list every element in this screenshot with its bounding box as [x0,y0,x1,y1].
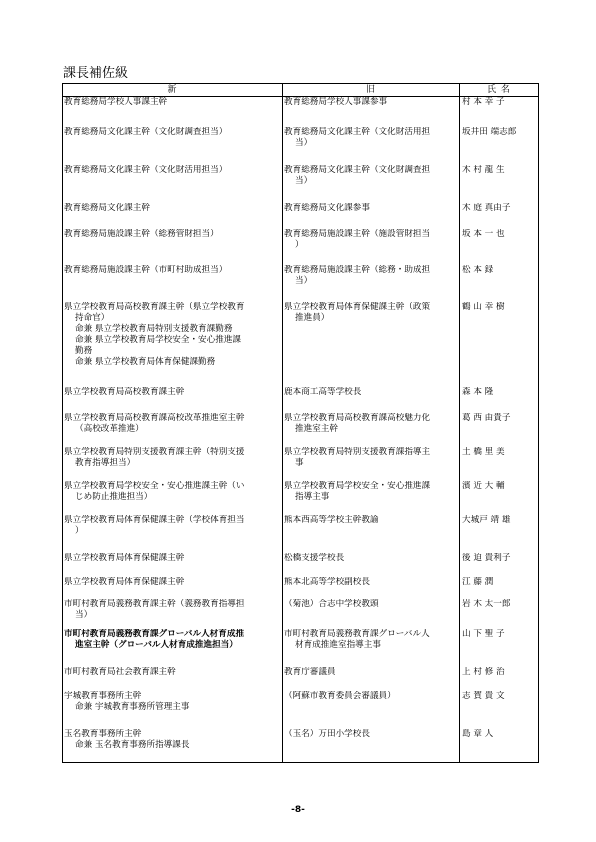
name-cell [460,629,539,667]
old-position-cell [283,599,460,629]
old-position-line: （阿蘇市教育委員会審議員） [284,690,396,701]
old-position-line: 熊本西高等学校主幹教諭 [284,514,379,525]
old-position-line: 当） [295,275,313,286]
person-name: 坂 本 一 也 [462,228,505,239]
new-position-line: 市町村教育局義務教育課主幹（義務教育指導担 [64,598,245,609]
old-position-cell [283,553,460,577]
name-cell [460,515,539,553]
new-position-line: 教育総務局学校人事課主幹 [64,97,168,107]
old-position-line: 推進室主幹 [295,423,338,434]
new-position-cell [63,387,283,413]
person-name: 木 庭 真由子 [462,202,511,213]
table-row [63,629,539,667]
person-name: 村 本 幸 子 [462,97,505,107]
name-cell [460,265,539,302]
name-cell [460,481,539,515]
old-position-cell [283,203,460,229]
table-row [63,599,539,629]
name-cell [460,667,539,691]
person-name: 松 本 録 [462,264,494,275]
old-position-line: 熊本北高等学校副校長 [284,576,370,587]
name-cell [460,127,539,165]
old-position-cell [283,302,460,387]
old-position-line: 当） [295,137,313,148]
old-position-line: 指導主事 [295,491,330,502]
new-position-line: 持命官） [75,312,110,323]
old-position-line: 教育総務局施設課主幹（施設管財担当 [284,228,431,239]
old-position-cell [283,165,460,203]
new-position-line: 勤務 [75,345,93,356]
header-new: 新 [63,84,283,97]
new-position-line: 教育総務局文化課主幹（文化財調査担当） [64,126,228,137]
new-position-line: 県立学校教育局学校安全・安心推進課主幹（い [64,480,245,491]
new-position-cell [63,599,283,629]
old-position-line: 松橋支援学校長 [284,552,345,563]
name-cell [460,387,539,413]
old-position-line: （玉名）万田小学校長 [284,728,370,739]
name-cell [460,302,539,387]
name-cell [460,203,539,229]
new-position-cell [63,165,283,203]
new-position-line: 県立学校教育局高校教育課高校改革推進室主幹 [64,412,245,423]
new-position-line: 当） [75,609,93,620]
old-position-line: 教育総務局施設課主幹（総務・助成担 [284,264,431,275]
table-row [63,229,539,265]
old-position-line: 教育総務局文化課主幹（文化財調査担 [284,164,431,175]
new-position-line: 市町村教育局義務教育課グローバル人材育成推 [64,628,245,639]
new-position-line: （高校改革推進） [75,423,144,434]
header-name: 氏 名 [460,84,539,97]
person-name: 坂井田 端志郎 [462,126,517,137]
old-position-cell [283,387,460,413]
new-position-line: 宇城教育事務所主幹 [64,690,142,701]
person-name: 山 下 聖 子 [462,628,505,639]
old-position-line: 教育総務局文化課参事 [284,202,370,213]
new-position-line: じめ防止推進担当） [75,491,153,502]
new-position-line: 県立学校教育局体育保健課主幹 [64,576,185,587]
table-row [63,302,539,387]
new-position-cell [63,203,283,229]
new-position-line: 命兼 県立学校教育局体育保健課勤務 [75,356,216,367]
name-cell [460,165,539,203]
old-position-line: 県立学校教育局体育保健課主幹（政策 [284,301,431,312]
new-position-cell [63,481,283,515]
person-name: 後 迫 貴利子 [462,552,511,563]
person-name: 上 村 修 治 [462,666,505,677]
new-position-line: 命兼 県立学校教育局学校安全・安心推進課 [75,334,242,345]
new-position-cell [63,515,283,553]
new-position-line: 教育総務局施設課主幹（市町村助成担当） [64,264,228,275]
table-row [63,127,539,165]
new-position-cell [63,691,283,729]
new-position-cell [63,553,283,577]
new-position-cell [63,302,283,387]
person-name: 土 橋 里 美 [462,446,505,457]
table-row [63,577,539,599]
new-position-line: 教育総務局文化課主幹（文化財活用担当） [64,164,228,175]
table-row [63,165,539,203]
new-position-line: 県立学校教育局高校教育課主幹（県立学校教育 [64,301,245,312]
new-position-line: 玉名教育事務所主幹 [64,728,142,739]
name-cell [460,447,539,481]
old-position-line: 教育総務局文化課主幹（文化財活用担 [284,126,431,137]
name-cell [460,729,539,763]
new-position-line: 県立学校教育局体育保健課主幹 [64,552,185,563]
person-name: 森 本 隆 [462,386,494,397]
new-position-line: ） [75,525,84,536]
old-position-line: 事 [295,457,304,468]
new-position-cell [63,729,283,763]
old-position-cell [283,265,460,302]
old-position-cell [283,127,460,165]
section-title: 課長補佐級 [63,66,129,81]
old-position-cell [283,413,460,447]
old-position-cell [283,629,460,667]
old-position-cell [283,447,460,481]
table-row [63,447,539,481]
person-name: 濱 近 大 輔 [462,480,505,491]
name-cell [460,97,539,127]
new-position-cell [63,667,283,691]
old-position-line: ） [295,239,304,250]
table-row [63,413,539,447]
table-row [63,691,539,729]
old-position-line: 材育成推進室指導主事 [295,639,381,650]
person-name: 木 村 龍 生 [462,164,505,175]
name-cell [460,577,539,599]
old-position-cell [283,729,460,763]
old-position-cell [283,515,460,553]
old-position-cell [283,229,460,265]
page-number: -8- [291,805,305,815]
new-position-cell [63,577,283,599]
person-name: 鶴 山 幸 樹 [462,301,505,312]
name-cell [460,553,539,577]
name-cell [460,691,539,729]
old-position-line: 鹿本商工高等学校長 [284,386,362,397]
old-position-line: 推進員） [295,312,330,323]
name-cell [460,599,539,629]
new-position-cell [63,127,283,165]
old-position-line: 県立学校教育局特別支援教育課指導主 [284,446,431,457]
old-position-line: （菊池）合志中学校教頭 [284,598,379,609]
old-position-line: 県立学校教育局学校安全・安心推進課 [284,480,431,491]
new-position-line: 県立学校教育局高校教育課主幹 [64,386,185,397]
new-position-cell [63,265,283,302]
new-position-line: 県立学校教育局特別支援教育課主幹（特別支援 [64,446,245,457]
old-position-cell [283,691,460,729]
table-row [63,203,539,229]
old-position-cell [283,667,460,691]
old-position-cell [283,577,460,599]
old-position-line: 市町村教育局義務教育課グローバル人 [284,628,430,639]
old-position-line: 教育総務局学校人事課参事 [284,97,388,107]
table-row [63,515,539,553]
person-name: 志 賀 貴 文 [462,690,505,701]
new-position-line: 県立学校教育局体育保健課主幹（学校体育担当 [64,514,245,525]
new-position-cell [63,413,283,447]
table-row [63,729,539,763]
old-position-line: 教育庁審議員 [284,666,336,677]
person-name: 葛 西 由貴子 [462,412,511,423]
new-position-cell [63,97,283,127]
old-position-line: 当） [295,175,313,186]
header-old: 旧 [283,84,460,97]
name-cell [460,229,539,265]
person-name: 江 藤 潤 [462,576,494,587]
new-position-cell [63,229,283,265]
person-name: 大城戸 靖 雄 [462,514,511,525]
new-position-cell [63,447,283,481]
old-position-cell [283,97,460,127]
table-body [63,97,539,763]
table-row [63,481,539,515]
table-header-row [63,84,539,97]
table-row [63,387,539,413]
new-position-line: 市町村教育局社会教育課主幹 [64,666,176,677]
person-name: 岩 木 太一郎 [462,598,511,609]
name-cell [460,413,539,447]
table-row [63,553,539,577]
new-position-line: 命兼 宇城教育事務所管理主事 [75,701,190,712]
table-row [63,265,539,302]
new-position-cell [63,629,283,667]
person-name: 島 章 人 [462,728,494,739]
new-position-line: 教育総務局文化課主幹 [64,202,150,213]
new-position-line: 命兼 県立学校教育局特別支援教育課勤務 [75,323,233,334]
new-position-line: 教育指導担当） [75,457,136,468]
old-position-line: 県立学校教育局高校教育課高校魅力化 [284,412,431,423]
new-position-line: 命兼 玉名教育事務所指導課長 [75,739,190,750]
table-row [63,97,539,127]
new-position-line: 進室主幹（グローバル人材育成推進担当） [75,639,238,650]
personnel-table [62,83,539,763]
old-position-cell [283,481,460,515]
table-row [63,667,539,691]
new-position-line: 教育総務局施設課主幹（総務管財担当） [64,228,219,239]
